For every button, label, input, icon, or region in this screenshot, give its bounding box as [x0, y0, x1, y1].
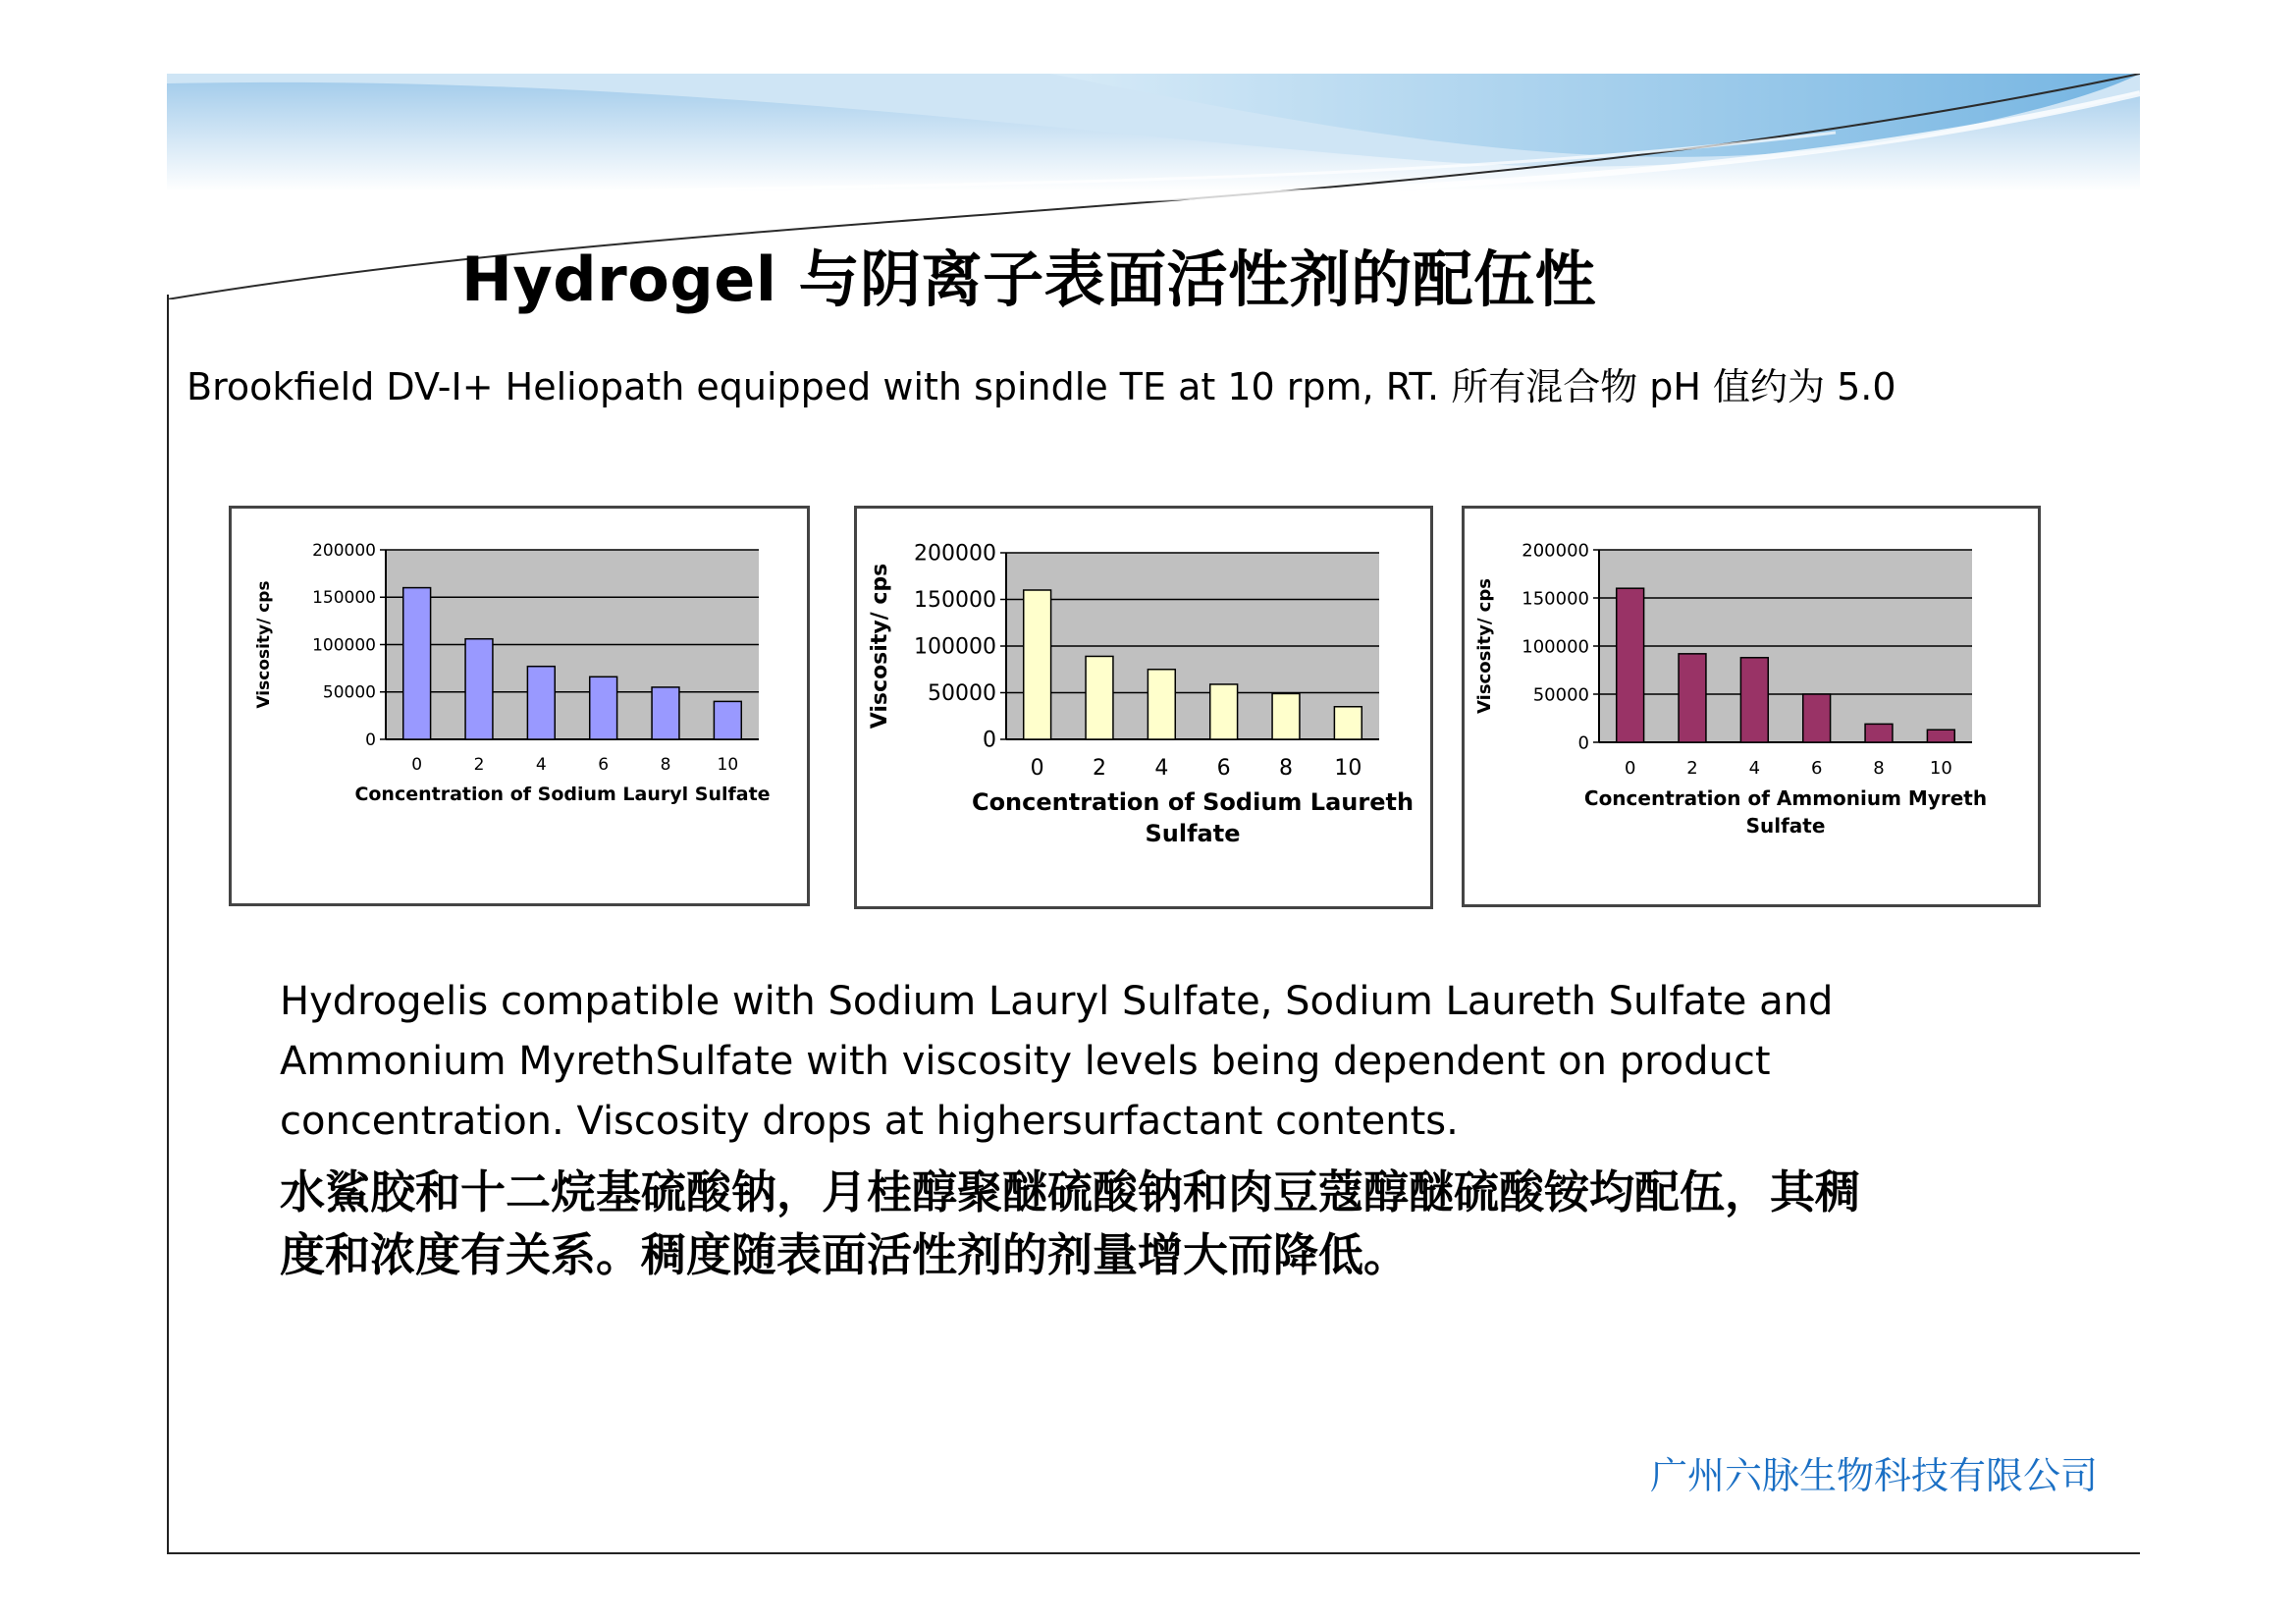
x-tick-label: 4 [535, 755, 547, 775]
x-tick-label: 2 [1093, 756, 1106, 781]
y-tick-label: 100000 [312, 635, 376, 656]
bar [714, 701, 741, 739]
bar [1617, 588, 1644, 742]
x-tick-label: 6 [1810, 758, 1823, 779]
y-tick-label: 0 [1577, 732, 1589, 754]
bar [590, 676, 617, 739]
description-line: 度和浓度有关系。稠度随表面活性剂的剂量增大而降低。 [280, 1228, 1409, 1281]
chart-svg [232, 509, 813, 909]
bar [1740, 658, 1768, 742]
y-tick-label: 0 [983, 728, 996, 753]
bar [1803, 694, 1831, 742]
description-line: concentration. Viscosity drops at highersurfactant contents. [280, 1099, 1459, 1144]
x-tick-label: 10 [1929, 758, 1952, 779]
y-tick-label: 50000 [928, 681, 996, 707]
y-tick-label: 200000 [312, 540, 376, 561]
x-tick-label: 8 [660, 755, 671, 775]
bar [652, 687, 679, 739]
description-line: 水鯊胶和十二烷基硫酸钠，月桂醇聚醚硫酸钠和肉豆蔻醇醚硫酸铵均配伍，其稠 [280, 1165, 1860, 1218]
x-axis-label: Concentration of Sodium Lauryl Sulfate [354, 784, 771, 805]
chart-ammonium-myreth-sulfate [1462, 506, 2041, 907]
bar [1865, 724, 1893, 742]
x-tick-label: 4 [1154, 756, 1169, 781]
bar [1148, 670, 1175, 739]
x-tick-label: 2 [1686, 758, 1698, 779]
bar [1086, 656, 1113, 739]
x-tick-label: 0 [1624, 758, 1636, 779]
y-tick-label: 200000 [1522, 540, 1589, 562]
y-tick-label: 150000 [1522, 588, 1589, 610]
description-english [280, 972, 2047, 1152]
x-tick-label: 4 [1748, 758, 1761, 779]
slide-frame-left [167, 295, 169, 1554]
bar [1334, 707, 1362, 739]
x-axis-label: Sulfate [1145, 820, 1241, 847]
bar [465, 639, 493, 739]
x-tick-label: 10 [1334, 756, 1362, 781]
x-tick-label: 0 [411, 755, 423, 775]
y-tick-label: 50000 [1532, 684, 1589, 706]
x-tick-label: 2 [473, 755, 485, 775]
y-tick-label: 150000 [312, 588, 376, 609]
y-tick-label: 0 [365, 730, 376, 750]
y-tick-label: 100000 [914, 634, 996, 660]
x-tick-label: 8 [1279, 756, 1293, 781]
y-axis-label: Viscosity/ cps [254, 580, 274, 709]
chart-svg [1465, 509, 2044, 910]
bar [403, 588, 431, 739]
slide-frame-bottom [167, 1552, 2140, 1554]
chart-sodium-laureth-sulfate [854, 506, 1433, 909]
bar [1679, 654, 1706, 742]
description-chinese [280, 1161, 2047, 1286]
bar [1272, 693, 1300, 739]
y-tick-label: 100000 [1522, 636, 1589, 658]
x-tick-label: 6 [598, 755, 610, 775]
description-line: Hydrogelis compatible with Sodium Lauryl Sulfate, Sodium Laureth Sulfate and [280, 979, 1834, 1024]
company-name: 广州六脉生物科技有限公司 [1649, 1454, 2098, 1497]
x-tick-label: 10 [717, 755, 739, 775]
chart-svg [857, 509, 1436, 912]
chart-sodium-lauryl-sulfate [229, 506, 810, 906]
description-line: Ammonium MyrethSulfate with viscosity levels being dependent on product [280, 1039, 1771, 1084]
x-tick-label: 8 [1873, 758, 1885, 779]
bar [1024, 590, 1051, 739]
bar [527, 667, 555, 739]
y-tick-label: 150000 [914, 588, 996, 614]
page-title: Hydrogel 与阴离子表面活性剂的配伍性 [461, 243, 1597, 315]
bar [1927, 730, 1954, 742]
bar [1210, 684, 1238, 739]
y-tick-label: 200000 [914, 541, 996, 567]
x-tick-label: 6 [1216, 756, 1231, 781]
x-axis-label: Concentration of Ammonium Myreth [1583, 786, 1988, 810]
x-axis-label: Sulfate [1745, 814, 1826, 838]
y-tick-label: 50000 [322, 682, 376, 703]
x-tick-label: 0 [1030, 756, 1044, 781]
y-axis-label: Viscosity/ cps [1474, 578, 1495, 714]
y-axis-label: Viscosity/ cps [868, 563, 892, 730]
x-axis-label: Concentration of Sodium Laureth [971, 788, 1415, 816]
page-subtitle: Brookfield DV-I+ Heliopath equipped with spindle TE at 10 rpm, RT. 所有混合物 pH 值约为 5.0 [187, 365, 1896, 408]
